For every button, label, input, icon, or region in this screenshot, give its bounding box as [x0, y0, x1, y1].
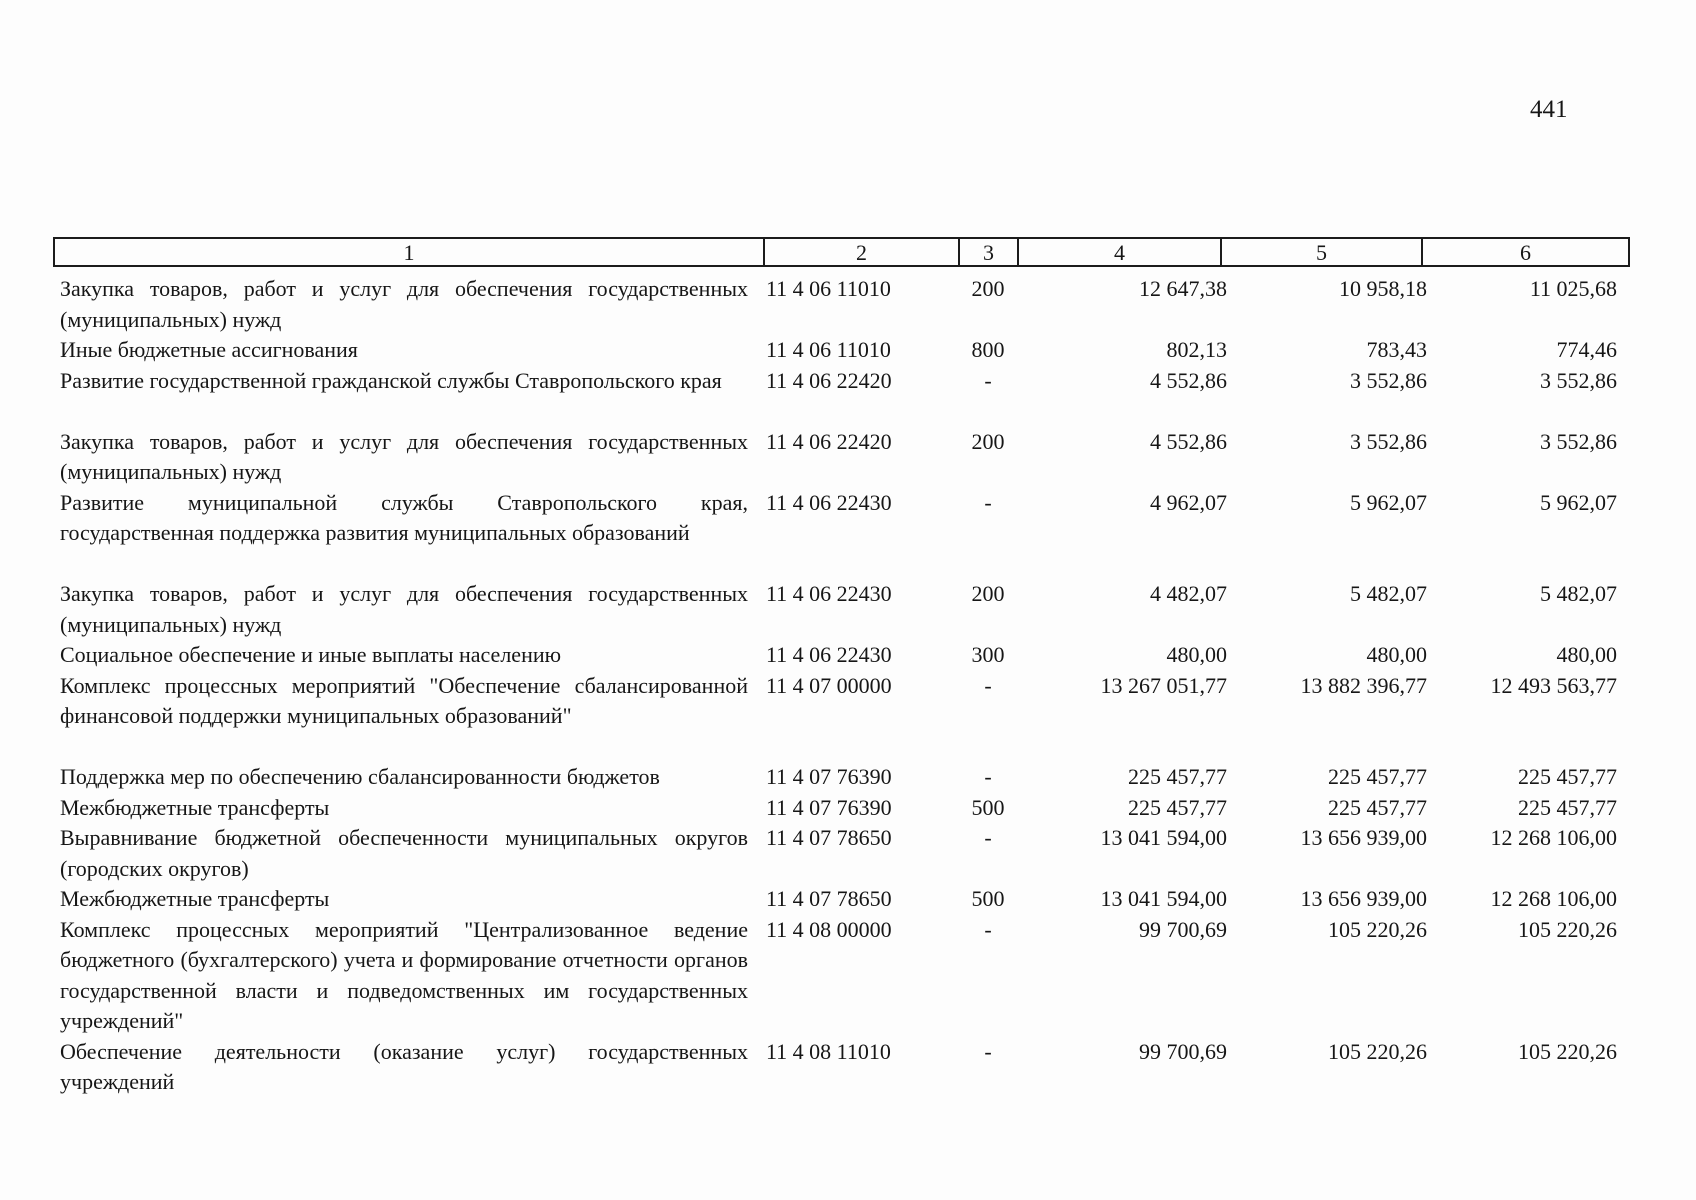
table-row	[0, 793, 1696, 824]
row-value-6: 480,00	[1556, 642, 1617, 667]
row-name: Развитие государственной гражданской службы Ставропольского края	[60, 367, 722, 393]
row-name: Обеспечение деятельности (оказание услуг) государственных учреждений	[60, 1038, 748, 1094]
row-name: Развитие муниципальной службы Ставропольского края, государственная поддержка развития муниципальных образований	[60, 489, 748, 545]
column-header-2: 2	[856, 240, 867, 265]
table-row	[0, 579, 1696, 640]
row-value-4: 4 552,86	[1150, 428, 1227, 454]
row-value-4: 13 267 051,77	[1100, 672, 1227, 698]
row-value-4: 99 700,69	[1139, 1038, 1227, 1064]
row-type: -	[984, 916, 992, 942]
row-type: 200	[971, 581, 1005, 606]
column-header-6: 6	[1520, 240, 1531, 265]
row-type: 300	[971, 642, 1005, 667]
row-type: 500	[971, 886, 1005, 911]
column-header-3: 3	[983, 240, 994, 265]
row-value-5: 5 962,07	[1350, 489, 1427, 515]
page-number: 441	[1530, 96, 1568, 123]
row-code: 11 4 06 22430	[766, 581, 892, 606]
row-name: Комплекс процессных мероприятий "Централизованное ведение бюджетного (бухгалтерского) учета и формирование отчетности органов государственной власти и подведомственных им государственных учреждений"	[60, 916, 748, 1033]
row-code: 11 4 07 78650	[766, 886, 892, 911]
row-value-4: 225 457,77	[1128, 794, 1227, 820]
row-name: Комплекс процессных мероприятий "Обеспечение сбалансированной финансовой поддержки муниципальных образований"	[60, 672, 748, 728]
row-name: Иные бюджетные ассигнования	[60, 337, 358, 362]
row-value-6: 5 482,07	[1540, 581, 1617, 606]
row-value-5: 105 220,26	[1328, 916, 1427, 942]
row-type: -	[984, 367, 992, 393]
table-row	[0, 274, 1696, 335]
table-body	[0, 274, 1696, 1098]
row-value-4: 4 552,86	[1150, 367, 1227, 393]
row-name: Поддержка мер по обеспечению сбалансированности бюджетов	[60, 764, 660, 789]
table-row	[0, 915, 1696, 1037]
column-header-4: 4	[1114, 240, 1125, 265]
row-value-4: 99 700,69	[1139, 916, 1227, 942]
row-name: Закупка товаров, работ и услуг для обеспечения государственных (муниципальных) нужд	[60, 428, 748, 484]
row-value-6: 105 220,26	[1518, 1038, 1617, 1064]
row-type: 200	[971, 276, 1005, 301]
row-value-5: 13 882 396,77	[1300, 672, 1427, 698]
column-header-1: 1	[403, 240, 415, 265]
row-value-4: 225 457,77	[1128, 764, 1227, 789]
row-code: 11 4 07 76390	[766, 764, 892, 789]
row-code: 11 4 06 22430	[766, 642, 892, 667]
row-value-5: 480,00	[1366, 642, 1427, 667]
row-code: 11 4 06 11010	[766, 276, 891, 301]
row-value-6: 5 962,07	[1540, 489, 1617, 515]
table-header-row	[53, 237, 1630, 267]
row-value-6: 12 268 106,00	[1490, 886, 1617, 911]
row-code: 11 4 06 11010	[766, 337, 891, 362]
row-value-4: 4 962,07	[1150, 489, 1227, 515]
row-type: -	[984, 1038, 992, 1064]
table-row	[0, 823, 1696, 884]
row-value-5: 3 552,86	[1350, 367, 1427, 393]
row-value-5: 10 958,18	[1339, 276, 1427, 301]
row-type: -	[984, 489, 992, 515]
table-row	[0, 335, 1696, 366]
row-name: Межбюджетные трансферты	[60, 794, 330, 820]
row-value-5: 783,43	[1366, 337, 1427, 362]
row-code: 11 4 08 00000	[766, 916, 892, 942]
row-code: 11 4 07 78650	[766, 825, 892, 850]
row-value-5: 13 656 939,00	[1300, 825, 1427, 850]
row-type: -	[984, 672, 992, 698]
row-name: Социальное обеспечение и иные выплаты населению	[60, 642, 562, 667]
table-row	[0, 762, 1696, 793]
row-name: Межбюджетные трансферты	[60, 886, 330, 911]
row-value-5: 5 482,07	[1350, 581, 1427, 606]
row-value-4: 802,13	[1166, 337, 1227, 362]
row-value-6: 11 025,68	[1529, 276, 1617, 301]
row-value-5: 225 457,77	[1328, 794, 1427, 820]
row-code: 11 4 06 22420	[766, 367, 892, 393]
table-row	[0, 640, 1696, 671]
row-value-4: 12 647,38	[1139, 276, 1227, 301]
row-type: 500	[971, 794, 1005, 820]
table-row	[0, 1037, 1696, 1098]
row-code: 11 4 06 22430	[766, 489, 892, 515]
row-type: -	[984, 764, 992, 789]
row-value-4: 13 041 594,00	[1100, 825, 1227, 850]
row-value-5: 13 656 939,00	[1300, 886, 1427, 911]
table-row	[0, 366, 1696, 427]
table-row	[0, 427, 1696, 488]
row-value-4: 13 041 594,00	[1100, 886, 1227, 911]
row-name: Закупка товаров, работ и услуг для обеспечения государственных (муниципальных) нужд	[60, 276, 748, 332]
row-value-6: 225 457,77	[1518, 764, 1617, 789]
row-value-6: 12 268 106,00	[1490, 825, 1617, 850]
table-row	[0, 671, 1696, 763]
table-row	[0, 884, 1696, 915]
row-code: 11 4 08 11010	[766, 1038, 891, 1064]
row-value-6: 3 552,86	[1540, 428, 1617, 454]
row-value-5: 3 552,86	[1350, 428, 1427, 454]
row-name: Закупка товаров, работ и услуг для обеспечения государственных (муниципальных) нужд	[60, 581, 748, 637]
row-value-6: 3 552,86	[1540, 367, 1617, 393]
column-header-5: 5	[1316, 240, 1327, 265]
row-type: 200	[971, 428, 1005, 454]
row-value-4: 4 482,07	[1150, 581, 1227, 606]
row-name: Выравнивание бюджетной обеспеченности муниципальных округов (городских округов)	[60, 825, 748, 881]
row-code: 11 4 06 22420	[766, 428, 892, 454]
row-value-5: 225 457,77	[1328, 764, 1427, 789]
row-value-4: 480,00	[1166, 642, 1227, 667]
table-row	[0, 488, 1696, 580]
row-value-6: 774,46	[1556, 337, 1617, 362]
row-value-6: 105 220,26	[1518, 916, 1617, 942]
row-value-5: 105 220,26	[1328, 1038, 1427, 1064]
row-type: -	[984, 825, 992, 850]
row-code: 11 4 07 76390	[766, 794, 892, 820]
row-value-6: 12 493 563,77	[1490, 672, 1617, 698]
row-value-6: 225 457,77	[1518, 794, 1617, 820]
row-type: 800	[971, 337, 1005, 362]
row-code: 11 4 07 00000	[766, 672, 892, 698]
